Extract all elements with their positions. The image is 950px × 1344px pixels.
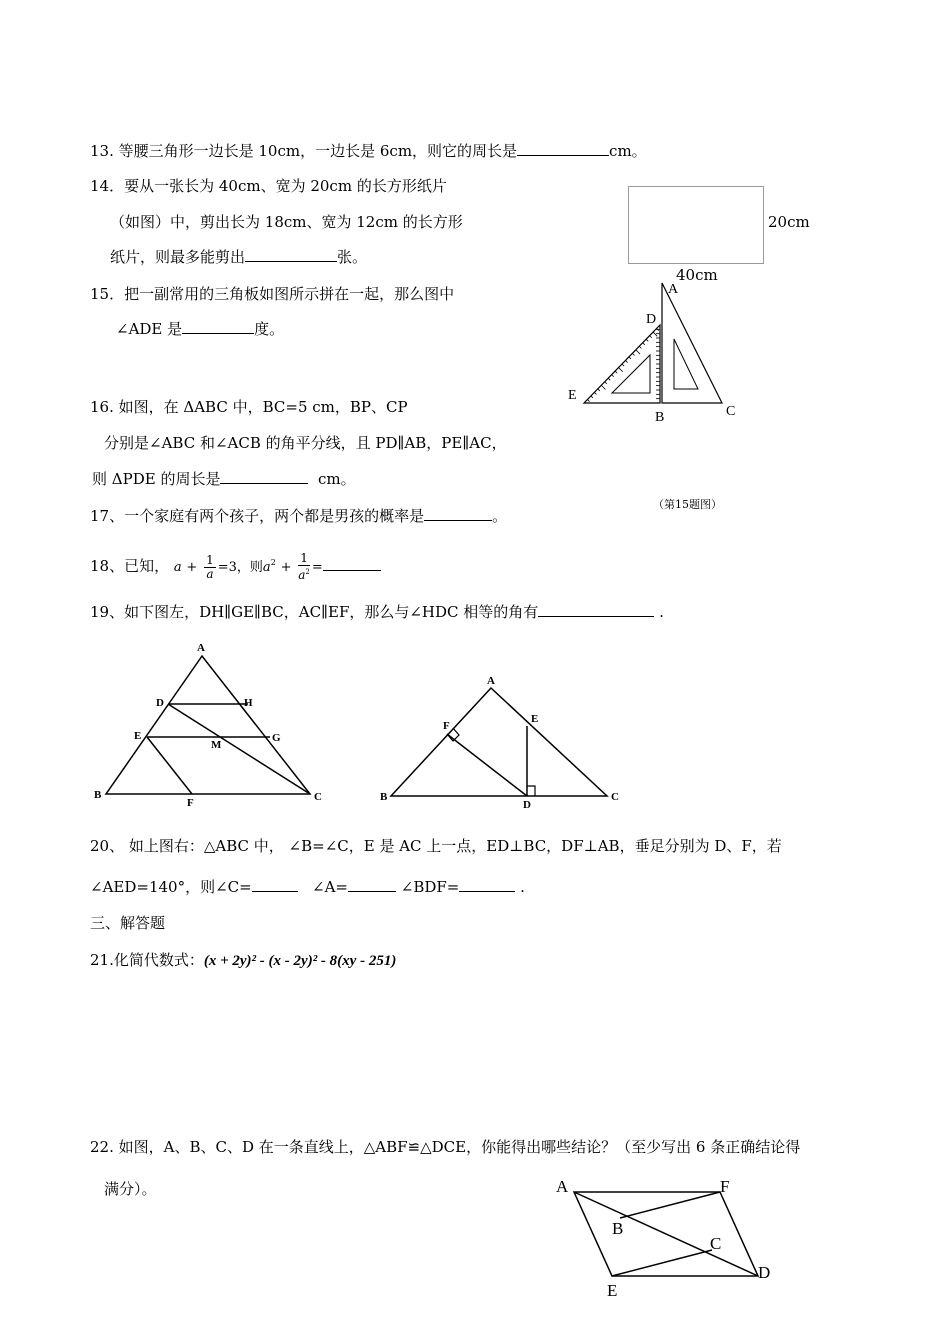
q15-line2-pre: ∠ADE 是 [116, 320, 183, 338]
section-heading: 三、解答题 [90, 914, 166, 932]
answer-blank[interactable] [517, 141, 609, 156]
answer-blank[interactable] [459, 877, 515, 892]
plus-sign: + [280, 560, 292, 575]
label-A: A [668, 282, 679, 297]
label-F: F [443, 720, 450, 732]
label-D: D [646, 312, 657, 327]
q20-part-c: ∠BDF= [400, 878, 460, 896]
q13-unit: cm。 [609, 142, 647, 160]
paper-rectangle [628, 186, 764, 264]
left-triangle-figure [90, 640, 340, 810]
numerator: 1 [206, 552, 214, 567]
label-E: E [607, 1281, 618, 1300]
ruler-tick [598, 389, 600, 391]
q16-line1: 16. 如图，在 ΔABC 中，BC=5 cm，BP、CP [90, 398, 408, 416]
fraction-1-over-a-squared [298, 552, 310, 582]
q17-end: 。 [492, 507, 508, 525]
answer-blank[interactable] [538, 602, 654, 617]
q15-line2 [116, 319, 284, 339]
ruler-tick [622, 364, 624, 366]
ruler-tick [653, 332, 657, 336]
q13-text: 13. 等腰三角形一边长是 10cm，一边长是 6cm，则它的周长是 [90, 142, 518, 160]
ruler-tick [615, 371, 617, 373]
rect-width-label: 40cm [676, 266, 718, 284]
ruler-tick [591, 396, 593, 398]
label-A: A [487, 675, 495, 687]
ruler-tick [601, 385, 605, 389]
label-B: B [655, 410, 665, 425]
answer-blank[interactable] [424, 506, 492, 521]
ruler-tick [636, 350, 640, 354]
label-C: C [611, 791, 619, 803]
label-D: D [523, 799, 531, 811]
figure-15-caption: （第15题图） [653, 498, 722, 511]
q22-line2: 满分）。 [104, 1180, 157, 1198]
q20-end: . [520, 878, 525, 896]
q16-line3 [92, 469, 356, 489]
answer-blank[interactable] [245, 247, 337, 262]
label-E: E [568, 388, 577, 403]
label-H: H [244, 697, 253, 709]
question-19 [90, 602, 664, 622]
label-D: D [758, 1263, 771, 1282]
q20-part-b: ∠A= [312, 878, 348, 896]
ruler-tick [643, 343, 645, 345]
q16-line3-post: cm。 [318, 470, 356, 488]
q14-line2: （如图）中，剪出长为 18cm、宽为 12cm 的长方形 [110, 213, 463, 231]
ruler-tick [612, 375, 614, 377]
plus-sign: + [186, 560, 198, 575]
ruler-tick [650, 336, 652, 338]
parallelogram-figure [552, 1172, 782, 1302]
q18-eq1: =3，则 [217, 560, 263, 575]
q20-part-a: ∠AED=140°，则∠C= [90, 878, 252, 896]
ruler-tick [629, 357, 631, 359]
label-E: E [531, 713, 539, 725]
var-a: a [298, 568, 306, 582]
ruler-tick [594, 392, 596, 394]
label-F: F [720, 1177, 730, 1196]
right-triangle-figure [375, 672, 635, 812]
q18-eq2: = [311, 560, 323, 575]
label-G: G [272, 732, 281, 744]
q21-pre: 21.化简代数式： [90, 951, 204, 969]
q16-line3-pre: 则 ΔPDE 的周长是 [92, 470, 221, 488]
label-A: A [197, 642, 205, 654]
question-21 [90, 950, 396, 971]
q19-end: . [659, 603, 664, 621]
label-B: B [380, 791, 388, 803]
ruler-tick [646, 339, 648, 341]
answer-blank[interactable] [252, 877, 298, 892]
label-C: C [710, 1234, 722, 1253]
answer-blank[interactable] [220, 469, 308, 484]
q15-line2-post: 度。 [254, 320, 285, 338]
fraction-1-over-a [204, 554, 216, 581]
label-C: C [314, 791, 322, 803]
label-D: D [156, 697, 164, 709]
question-13 [90, 141, 647, 161]
ruler-tick [608, 378, 610, 380]
q18-pre: 18、已知， [90, 557, 170, 575]
denominator: a [206, 566, 214, 581]
var-a: a [262, 560, 271, 575]
label-A: A [556, 1177, 569, 1196]
q14-line3 [110, 247, 367, 267]
label-F: F [187, 797, 194, 809]
q14-line3-pre: 纸片，则最多能剪出 [110, 248, 246, 266]
set-squares-figure [560, 275, 740, 425]
q20-line2 [90, 877, 525, 897]
ruler-tick [639, 346, 641, 348]
q22-line1: 22. 如图，A、B、C、D 在一条直线上，△ABF≌△DCE，你能得出哪些结论？（至少写出 6 条正确结论得 [90, 1138, 801, 1156]
q16-line2: 分别是∠ABC 和∠ACB 的角平分线，且 PD∥AB，PE∥AC， [104, 434, 507, 452]
var-a: a [173, 560, 182, 575]
q14-line1: 14．要从一张长为 40cm、宽为 20cm 的长方形纸片 [90, 177, 447, 195]
question-18 [90, 543, 381, 583]
question-17 [90, 506, 507, 526]
q14-line3-post: 张。 [337, 248, 368, 266]
denominator [298, 566, 310, 582]
q21-expression: (x + 2y)² - (x - 2y)² - 8(xy - 251) [203, 953, 397, 969]
ruler-tick [632, 353, 634, 355]
label-B: B [612, 1219, 624, 1238]
label-B: B [94, 789, 102, 801]
label-C: C [726, 404, 736, 419]
q15-line1: 15．把一副常用的三角板如图所示拼在一起，那么图中 [90, 285, 455, 303]
ruler-tick [625, 360, 627, 362]
ruler-tick [587, 399, 589, 401]
answer-blank[interactable] [323, 556, 381, 571]
label-M: M [211, 739, 222, 751]
label-E: E [134, 730, 142, 742]
answer-blank[interactable] [182, 319, 254, 334]
q20-line1: 20、 如上图右：△ABC 中， ∠B=∠C，E 是 AC 上一点，ED⊥BC，DF⊥AB，垂足分别为 D、F，若 [90, 837, 782, 855]
ruler-tick [619, 368, 623, 372]
q19-text: 19、如下图左，DH∥GE∥BC，AC∥EF，那么与∠HDC 相等的角有 [90, 603, 539, 621]
exponent: 2 [305, 568, 310, 576]
ruler-tick [605, 382, 607, 384]
numerator: 1 [300, 551, 308, 565]
q17-text: 17、一个家庭有两个孩子，两个都是男孩的概率是 [90, 507, 425, 525]
answer-blank[interactable] [348, 877, 396, 892]
rect-height-label: 20cm [768, 213, 810, 231]
exponent: 2 [270, 558, 276, 567]
